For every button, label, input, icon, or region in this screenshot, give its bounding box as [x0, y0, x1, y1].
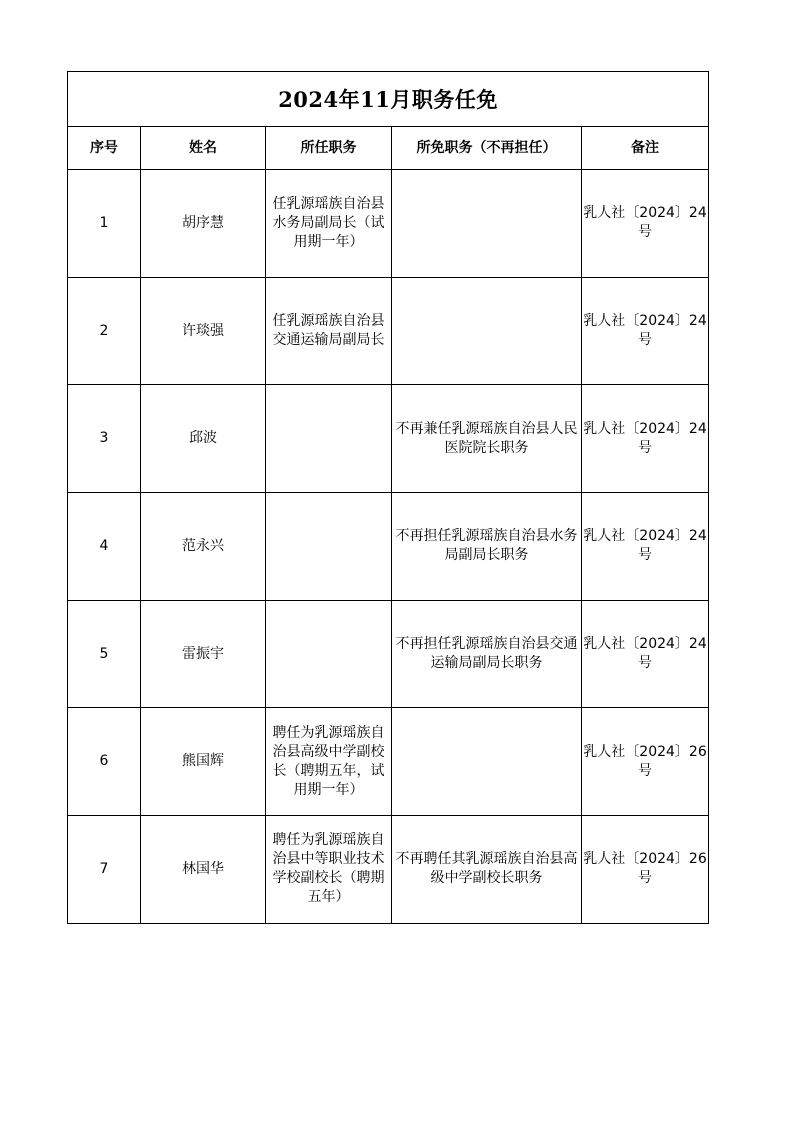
row-name: 范永兴 [141, 493, 266, 601]
row-appointed-position: 任乳源瑶族自治县交通运输局副局长 [266, 277, 392, 385]
row-number: 6 [68, 708, 141, 816]
row-remark: 乳人社〔2024〕26号 [582, 708, 709, 816]
row-removed-position [392, 277, 582, 385]
table-row [68, 385, 709, 493]
row-name: 胡序慧 [141, 170, 266, 278]
table-title-row [68, 72, 709, 127]
row-remark: 乳人社〔2024〕24号 [582, 277, 709, 385]
row-appointed-position [266, 385, 392, 493]
table-row [68, 708, 709, 816]
row-name: 邱波 [141, 385, 266, 493]
row-removed-position: 不再聘任其乳源瑶族自治县高级中学副校长职务 [392, 816, 582, 924]
table-header-row [68, 127, 709, 170]
row-removed-position: 不再担任乳源瑶族自治县水务局副局长职务 [392, 493, 582, 601]
table-row [68, 600, 709, 708]
row-number: 3 [68, 385, 141, 493]
appointment-table [67, 71, 709, 924]
table-row [68, 493, 709, 601]
row-name: 雷振宇 [141, 600, 266, 708]
row-number: 5 [68, 600, 141, 708]
row-remark: 乳人社〔2024〕26号 [582, 816, 709, 924]
row-remark: 乳人社〔2024〕24号 [582, 600, 709, 708]
header-removed-position: 所免职务（不再担任） [392, 127, 582, 170]
row-number: 2 [68, 277, 141, 385]
header-number: 序号 [68, 127, 141, 170]
row-number: 7 [68, 816, 141, 924]
row-remark: 乳人社〔2024〕24号 [582, 385, 709, 493]
row-appointed-position [266, 600, 392, 708]
row-number: 1 [68, 170, 141, 278]
table-title: 2024年11月职务任免 [68, 72, 709, 127]
row-appointed-position: 任乳源瑶族自治县水务局副局长（试用期一年） [266, 170, 392, 278]
row-number: 4 [68, 493, 141, 601]
row-appointed-position: 聘任为乳源瑶族自治县高级中学副校长（聘期五年，试用期一年） [266, 708, 392, 816]
row-appointed-position [266, 493, 392, 601]
table-row [68, 170, 709, 278]
row-removed-position: 不再兼任乳源瑶族自治县人民医院院长职务 [392, 385, 582, 493]
row-removed-position: 不再担任乳源瑶族自治县交通运输局副局长职务 [392, 600, 582, 708]
header-remarks: 备注 [582, 127, 709, 170]
row-appointed-position: 聘任为乳源瑶族自治县中等职业技术学校副校长（聘期五年） [266, 816, 392, 924]
row-name: 林国华 [141, 816, 266, 924]
row-remark: 乳人社〔2024〕24号 [582, 493, 709, 601]
row-name: 熊国辉 [141, 708, 266, 816]
row-remark: 乳人社〔2024〕24号 [582, 170, 709, 278]
table-row [68, 816, 709, 924]
row-removed-position [392, 170, 582, 278]
row-name: 许琰强 [141, 277, 266, 385]
header-appointed-position: 所任职务 [266, 127, 392, 170]
table-row [68, 277, 709, 385]
header-name: 姓名 [141, 127, 266, 170]
row-removed-position [392, 708, 582, 816]
